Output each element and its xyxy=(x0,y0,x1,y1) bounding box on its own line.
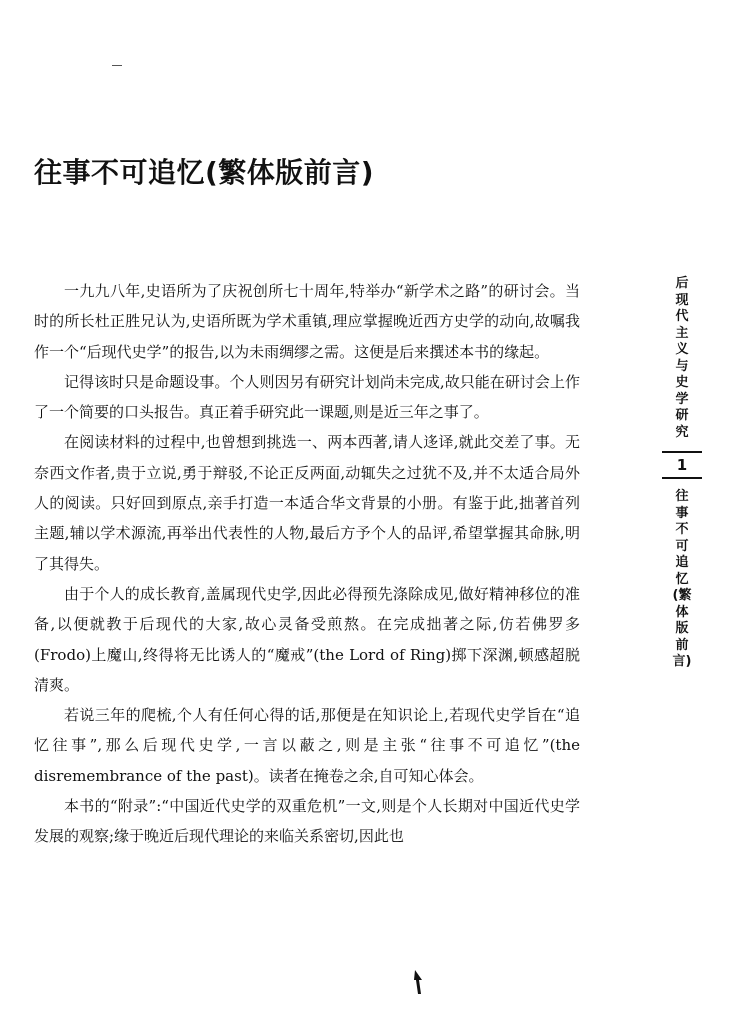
paragraph-2: 记得该时只是命题设事。个人则因另有研究计划尚未完成,故只能在研讨会上作了一个简要的口头报告。真正着手研究此一课题,则是近三年之事了。 xyxy=(34,372,580,422)
pointer-icon xyxy=(413,968,425,996)
paragraph-6: 本书的“附录”:“中国近代史学的双重危机”一文,则是个人长期对中国近代史学发展的观察;缘于晚近后现代理论的来临关系密切,因此也 xyxy=(34,797,580,846)
page-title: 往事不可追忆(繁体版前言) xyxy=(34,156,375,189)
chapter-title: 往事不可追忆(繁体版前言) xyxy=(672,489,692,669)
scan-mark xyxy=(112,65,122,66)
running-header xyxy=(662,276,702,671)
book-title: 后现代主义与史学研究 xyxy=(675,276,689,440)
body-text xyxy=(34,276,580,852)
divider xyxy=(662,477,702,479)
divider xyxy=(662,451,702,453)
paragraph-5: 若说三年的爬梳,个人有任何心得的话,那便是在知识论上,若现代史学旨在“追忆往事”,那么后现代史学,一言以蔽之,则是主张“往事不可追忆”(the disremembrance of the past)。读者在掩卷之余,自可知心体会。 xyxy=(34,706,580,785)
paragraph-1: 一九九八年,史语所为了庆祝创所七十周年,特举办“新学术之路”的研讨会。当时的所长杜正胜兄认为,史语所既为学术重镇,理应掌握晚近西方史学的动向,故嘱我作一个“后现代史学”的报告,以为未雨绸缪之需。这便是后来撰述本书的缘起。 xyxy=(34,282,580,361)
paragraph-4: 由于个人的成长教育,盖属现代史学,因此必得预先涤除成见,做好精神移位的准备,以便就教于后现代的大家,故心灵备受煎熬。在完成拙著之际,仿若佛罗多(Frodo)上魔山,终得将无比诱人的“魔戒”(the Lord of Ring)掷下深渊,顿感超脱清爽。 xyxy=(34,584,580,694)
paragraph-3: 在阅读材料的过程中,也曾想到挑选一、两本西著,请人迻译,就此交差了事。无奈西文作者,贵于立说,勇于辩驳,不论正反两面,动辄失之过犹不及,并不太适合局外人的阅读。只好回到原点,亲手打造一本适合华文背景的小册。有鉴于此,拙著首列主题,辅以学术源流,再举出代表性的人物,最后方予个人的品评,希望掌握其命脉,明了其得失。 xyxy=(34,433,580,573)
page-number: 1 xyxy=(676,456,688,474)
